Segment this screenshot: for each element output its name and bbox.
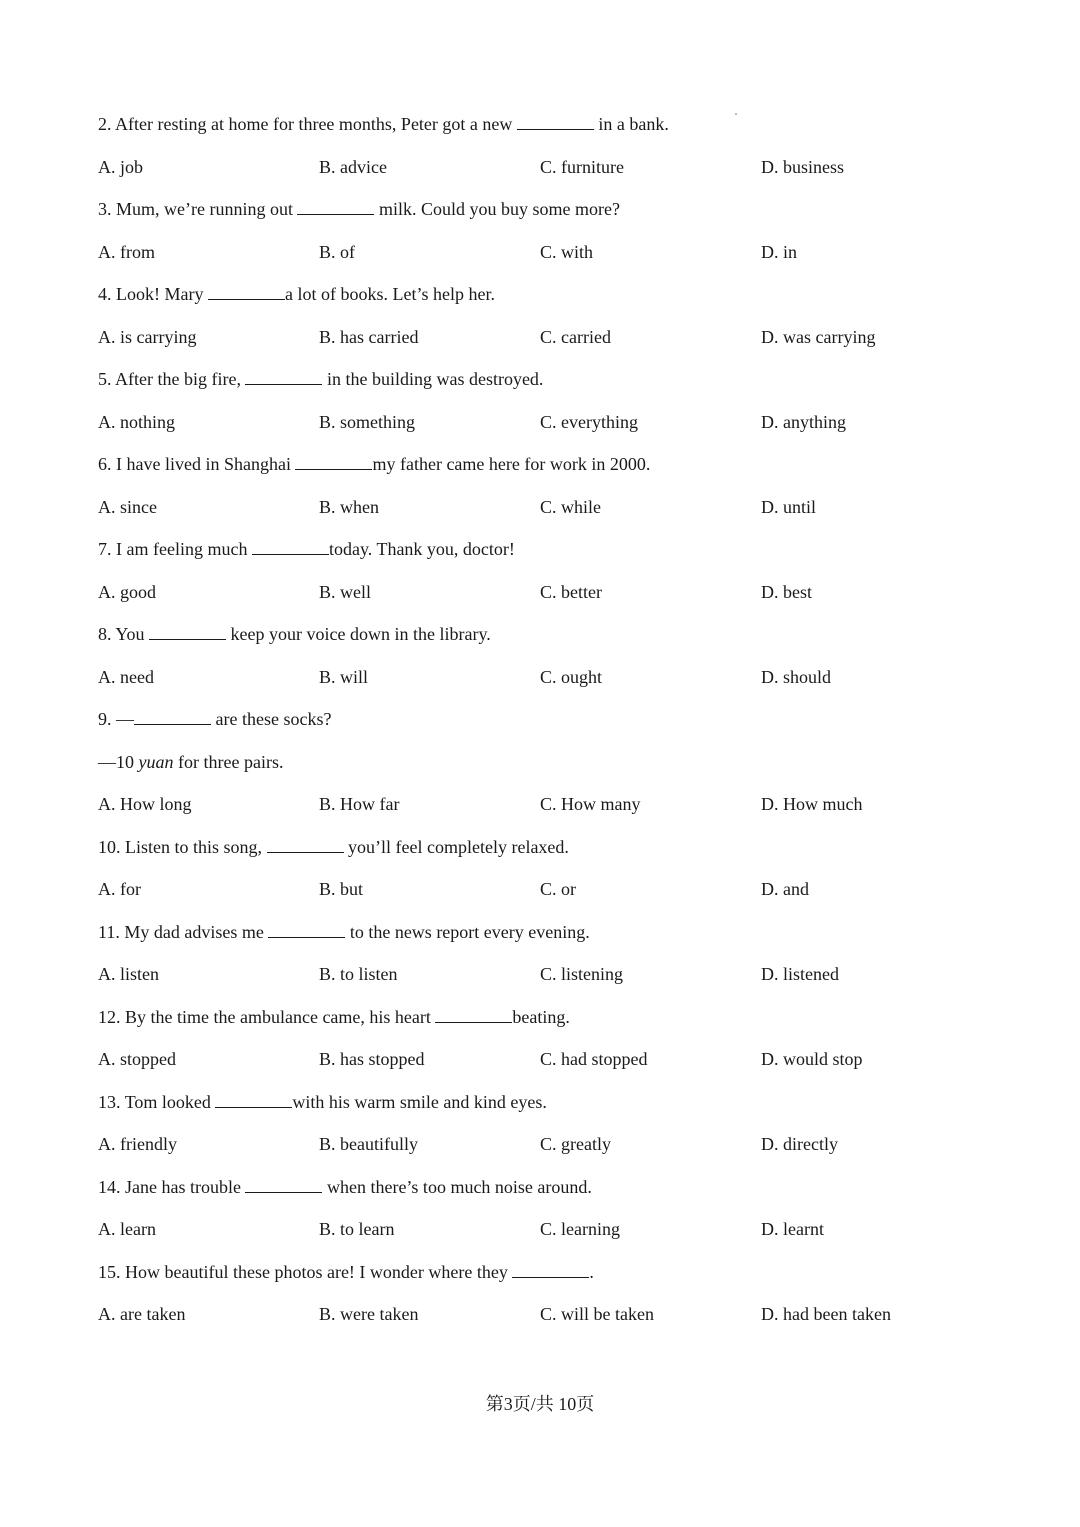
reply-text: for three pairs. bbox=[173, 751, 284, 772]
question-text-after-blank: keep your voice down in the library. bbox=[226, 624, 491, 644]
answer-option: C. furniture bbox=[540, 156, 624, 177]
question-text-before-blank: I am feeling much bbox=[116, 539, 252, 559]
answer-option: D. had been taken bbox=[761, 1304, 891, 1324]
question-stem bbox=[98, 705, 998, 748]
question-text-before-blank: After resting at home for three months, Peter got a new bbox=[115, 114, 517, 134]
page-footer: 第3页/共 10页 bbox=[485, 1394, 595, 1414]
question-text-before-blank: — bbox=[116, 709, 134, 729]
question-number: 3. bbox=[98, 199, 112, 219]
question-block bbox=[98, 1088, 998, 1173]
question-number: 7. bbox=[98, 539, 112, 559]
answer-options bbox=[98, 493, 998, 536]
answer-option: A. need bbox=[98, 666, 154, 687]
question-text-after-blank: with his warm smile and kind eyes. bbox=[292, 1091, 547, 1112]
question-text-after-blank: beating. bbox=[512, 1006, 570, 1027]
answer-option: B. How far bbox=[319, 794, 400, 814]
question-text-before-blank: Look! Mary bbox=[116, 284, 208, 304]
answer-blank bbox=[512, 1259, 589, 1278]
question-text-after-blank: you’ll feel completely relaxed. bbox=[343, 836, 569, 857]
answer-option: D. was carrying bbox=[761, 326, 876, 347]
answer-option: D. business bbox=[761, 156, 845, 177]
question-text-after-blank: to the news report every evening. bbox=[345, 921, 590, 942]
question-stem bbox=[98, 1088, 998, 1131]
question-text-before-blank: After the big fire, bbox=[115, 369, 246, 389]
answer-options bbox=[98, 238, 998, 281]
answer-option: B. to listen bbox=[319, 964, 398, 984]
question-block bbox=[98, 620, 998, 705]
answer-option: A. nothing bbox=[98, 411, 176, 432]
answer-blank bbox=[245, 1174, 322, 1193]
question-number: 12. bbox=[98, 1006, 121, 1027]
question-block bbox=[98, 1003, 998, 1088]
answer-blank bbox=[208, 281, 285, 300]
question-text-before-blank: I have lived in Shanghai bbox=[116, 454, 296, 474]
question-block bbox=[98, 535, 998, 620]
answer-option: C. How many bbox=[540, 794, 641, 814]
answer-blank bbox=[215, 1089, 292, 1108]
question-block bbox=[98, 450, 998, 535]
question-number: 8. bbox=[98, 624, 112, 644]
answer-options bbox=[98, 1300, 998, 1343]
question-text-after-blank: . bbox=[589, 1261, 594, 1282]
answer-options bbox=[98, 408, 998, 451]
answer-option: C. learning bbox=[540, 1219, 620, 1239]
question-stem bbox=[98, 833, 998, 876]
answer-option: A. learn bbox=[98, 1219, 156, 1239]
answer-option: C. with bbox=[540, 241, 594, 262]
answer-blank bbox=[295, 451, 372, 470]
question-block bbox=[98, 365, 998, 450]
question-text-before-blank: You bbox=[115, 624, 150, 644]
answer-blank bbox=[245, 366, 322, 385]
answer-blank bbox=[268, 919, 345, 938]
question-text-before-blank: Listen to this song, bbox=[125, 836, 267, 857]
answer-option: C. carried bbox=[540, 326, 611, 347]
answer-option: B. something bbox=[319, 411, 416, 432]
question-number: 4. bbox=[98, 284, 112, 304]
answer-option: B. beautifully bbox=[319, 1134, 418, 1154]
answer-option: C. listening bbox=[540, 964, 624, 984]
question-stem bbox=[98, 918, 998, 961]
answer-option: D. How much bbox=[761, 794, 863, 814]
question-number: 6. bbox=[98, 454, 112, 474]
question-stem bbox=[98, 195, 998, 238]
answer-option: C. while bbox=[540, 496, 601, 517]
question-stem bbox=[98, 535, 998, 578]
answer-option: D. anything bbox=[761, 411, 846, 432]
answer-option: D. directly bbox=[761, 1134, 838, 1154]
answer-blank bbox=[149, 621, 226, 640]
answer-options bbox=[98, 1130, 998, 1173]
question-stem bbox=[98, 1258, 998, 1301]
question-block bbox=[98, 195, 998, 280]
answer-options bbox=[98, 153, 998, 196]
answer-blank bbox=[517, 111, 594, 130]
answer-option: D. listened bbox=[761, 964, 839, 984]
question-number: 9. bbox=[98, 709, 112, 729]
answer-option: D. until bbox=[761, 496, 817, 517]
answer-option: B. advice bbox=[319, 156, 387, 177]
answer-option: A. are taken bbox=[98, 1304, 186, 1324]
answer-option: C. greatly bbox=[540, 1134, 611, 1154]
answer-option: B. well bbox=[319, 581, 371, 602]
answer-option: C. better bbox=[540, 581, 602, 602]
question-stem bbox=[98, 365, 998, 408]
question-text-after-blank: in the building was destroyed. bbox=[322, 369, 544, 389]
question-block bbox=[98, 918, 998, 1003]
answer-option: A. is carrying bbox=[98, 326, 197, 347]
answer-option: C. ought bbox=[540, 666, 603, 687]
question-stem bbox=[98, 450, 998, 493]
question-block bbox=[98, 705, 998, 833]
question-number: 15. bbox=[98, 1261, 121, 1282]
answer-option: B. when bbox=[319, 496, 379, 517]
question-number: 10. bbox=[98, 836, 121, 857]
answer-option: B. has stopped bbox=[319, 1049, 425, 1069]
question-stem bbox=[98, 110, 998, 153]
answer-option: B. has carried bbox=[319, 326, 419, 347]
answer-options bbox=[98, 1045, 998, 1088]
answer-option: A. How long bbox=[98, 794, 192, 814]
question-text-before-blank: By the time the ambulance came, his heart bbox=[125, 1006, 436, 1027]
question-text-after-blank: in a bank. bbox=[593, 114, 669, 134]
question-text-after-blank: today. Thank you, doctor! bbox=[328, 539, 515, 559]
question-text-after-blank: a lot of books. Let’s help her. bbox=[284, 284, 495, 304]
answer-blank bbox=[435, 1004, 512, 1023]
answer-option: A. from bbox=[98, 241, 155, 262]
answer-options bbox=[98, 663, 998, 706]
answer-option: C. everything bbox=[540, 411, 638, 432]
answer-blank bbox=[297, 196, 374, 215]
answer-option: C. will be taken bbox=[540, 1304, 654, 1324]
answer-option: B. of bbox=[319, 241, 355, 262]
question-number: 13. bbox=[98, 1091, 121, 1112]
answer-options bbox=[98, 875, 998, 918]
question-text-after-blank: when there’s too much noise around. bbox=[322, 1176, 592, 1197]
answer-option: B. were taken bbox=[319, 1304, 419, 1324]
question-stem bbox=[98, 1003, 998, 1046]
reply-text: —10 bbox=[98, 751, 139, 772]
question-stem bbox=[98, 620, 998, 663]
question-text-before-blank: My dad advises me bbox=[124, 921, 269, 942]
question-stem bbox=[98, 1173, 998, 1216]
answer-option: C. or bbox=[540, 879, 576, 899]
answer-blank bbox=[134, 706, 211, 725]
answer-option: A. since bbox=[98, 496, 157, 517]
answer-option: A. stopped bbox=[98, 1049, 176, 1069]
question-text-after-blank: are these socks? bbox=[211, 709, 332, 729]
answer-option: A. job bbox=[98, 156, 143, 177]
question-block bbox=[98, 110, 998, 195]
answer-options bbox=[98, 578, 998, 621]
question-text-after-blank: my father came here for work in 2000. bbox=[372, 454, 651, 474]
answer-blank bbox=[267, 834, 344, 853]
answer-option: B. will bbox=[319, 666, 369, 687]
answer-option: D. in bbox=[761, 241, 797, 262]
answer-option: D. would stop bbox=[761, 1049, 863, 1069]
question-number: 11. bbox=[98, 921, 120, 942]
answer-options bbox=[98, 323, 998, 366]
answer-option: A. listen bbox=[98, 964, 159, 984]
question-number: 2. bbox=[98, 114, 112, 134]
answer-options bbox=[98, 790, 998, 833]
answer-option: D. should bbox=[761, 666, 832, 687]
reply-italic-word: yuan bbox=[138, 751, 174, 772]
answer-options bbox=[98, 1215, 998, 1258]
question-block bbox=[98, 280, 998, 365]
answer-blank bbox=[252, 536, 329, 555]
question-number: 14. bbox=[98, 1176, 121, 1197]
question-block bbox=[98, 1258, 998, 1343]
answer-option: D. best bbox=[761, 581, 812, 602]
dialogue-reply bbox=[98, 748, 998, 791]
question-number: 5. bbox=[98, 369, 112, 389]
question-block bbox=[98, 833, 998, 918]
question-text-after-blank: milk. Could you buy some more? bbox=[374, 199, 620, 219]
answer-option: A. for bbox=[98, 879, 141, 899]
question-stem bbox=[98, 280, 998, 323]
question-text-before-blank: Tom looked bbox=[124, 1091, 216, 1112]
answer-option: A. friendly bbox=[98, 1134, 177, 1154]
answer-option: A. good bbox=[98, 581, 156, 602]
answer-option: D. and bbox=[761, 879, 809, 899]
answer-options bbox=[98, 960, 998, 1003]
question-text-before-blank: Mum, we’re running out bbox=[116, 199, 298, 219]
answer-option: B. but bbox=[319, 879, 364, 899]
question-block bbox=[98, 1173, 998, 1258]
answer-option: C. had stopped bbox=[540, 1049, 648, 1069]
answer-option: B. to learn bbox=[319, 1219, 395, 1239]
answer-option: D. learnt bbox=[761, 1219, 824, 1239]
question-text-before-blank: How beautiful these photos are! I wonder where they bbox=[125, 1261, 513, 1282]
question-list bbox=[98, 110, 998, 1343]
question-text-before-blank: Jane has trouble bbox=[125, 1176, 246, 1197]
